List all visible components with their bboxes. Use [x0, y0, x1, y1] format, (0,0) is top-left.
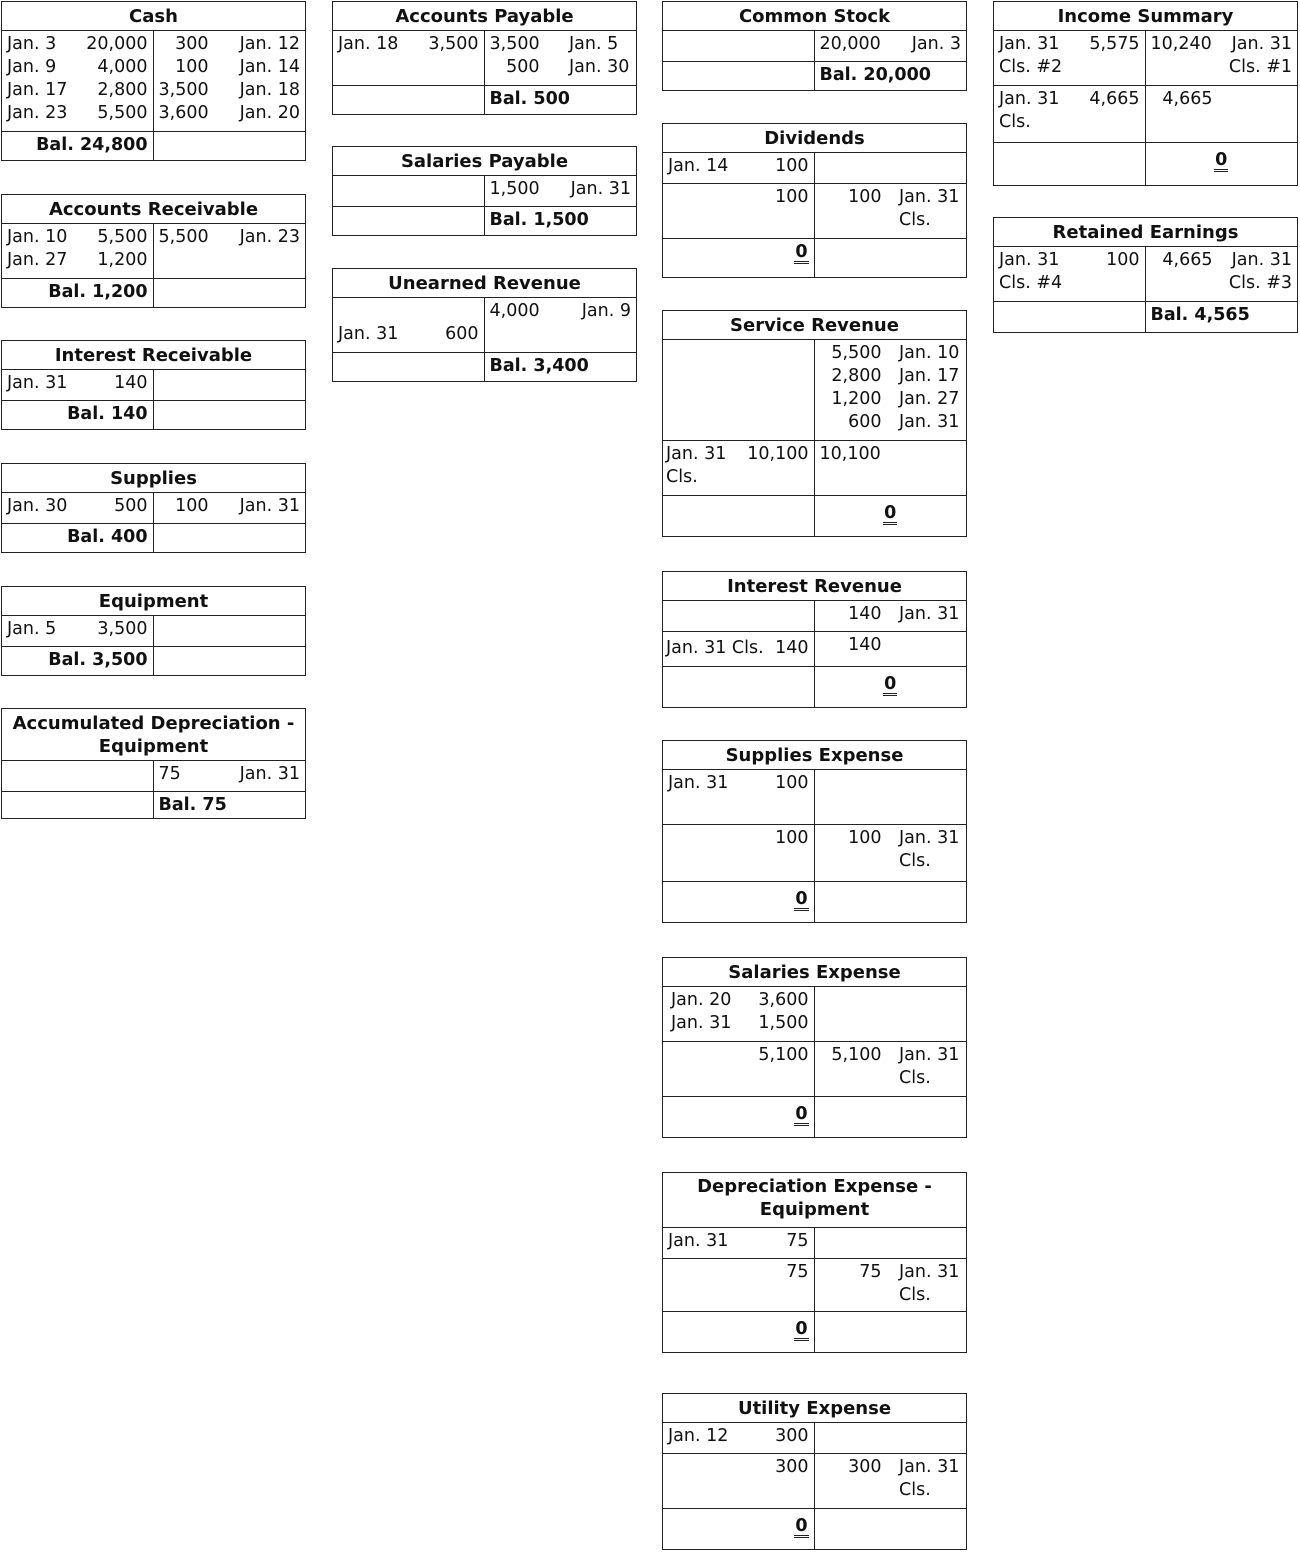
- zero-balance: 0: [884, 674, 897, 694]
- account-title: Common Stock: [663, 2, 966, 31]
- ledger-entry: 5,500 Jan. 23: [158, 227, 300, 247]
- ledger-entry: Jan. 31 600: [338, 324, 479, 344]
- ledger-entry: Jan. 12 300: [668, 1426, 809, 1446]
- closing-credit: 4,665: [1162, 89, 1213, 109]
- zero-balance-row: [663, 1509, 966, 1549]
- ledger-entry: Jan. 27 1,200: [7, 250, 148, 270]
- credit-side: [815, 601, 967, 631]
- account-title: Interest Revenue: [663, 572, 966, 601]
- entries-row: [2, 370, 305, 401]
- credit-side: [815, 770, 967, 824]
- salaries-payable-account: [332, 146, 637, 236]
- entries-row: [663, 340, 966, 441]
- ledger-entry: 3,600 Jan. 20: [158, 103, 300, 123]
- balance: Bal. 24,800: [2, 132, 154, 160]
- account-title: Equipment: [2, 587, 305, 616]
- credit-side: 4,665 Jan. 31 Cls. #3: [1162, 250, 1292, 293]
- closing-debit: 100: [663, 184, 815, 238]
- debit-side: [333, 298, 485, 352]
- entries-row: [2, 31, 305, 132]
- interest-revenue-account: [662, 571, 967, 708]
- ledger-entry: Jan. 17 2,800: [7, 80, 148, 100]
- balance-row: [2, 401, 305, 429]
- debit-side: [663, 1423, 815, 1453]
- balance: Bal. 3,500: [2, 647, 154, 675]
- salaries-expense-account: [662, 957, 967, 1138]
- ledger-entry: 3,500 Jan. 5: [489, 34, 619, 54]
- accounts-receivable-account: [1, 194, 306, 308]
- ledger-entry: Jan. 31 1,500: [671, 1013, 809, 1033]
- closing-row: [663, 825, 966, 882]
- balance: Bal. 75: [158, 795, 227, 815]
- credit-side: [154, 370, 306, 400]
- zero-balance: 0: [795, 1319, 808, 1339]
- account-title: Salaries Expense: [663, 958, 966, 987]
- entries-row: [2, 493, 305, 524]
- credit-side: [485, 176, 637, 206]
- balance: Bal. 3,400: [489, 356, 589, 376]
- service-revenue-account: [662, 310, 967, 537]
- unearned-revenue-account: [332, 268, 637, 382]
- balance: Bal. 140: [2, 401, 154, 429]
- entries-row: [333, 298, 636, 353]
- balance: Bal. 400: [2, 524, 154, 552]
- debit-side: [663, 153, 815, 183]
- closing-credit: 10,240 Jan. 31 Cls. #1: [1150, 34, 1292, 77]
- account-title: Utility Expense: [663, 1394, 966, 1423]
- balance-row: [2, 647, 305, 675]
- balance-row: [333, 86, 636, 114]
- account-title: Unearned Revenue: [333, 269, 636, 298]
- entries-row: [663, 601, 966, 632]
- ledger-entry: Jan. 31 100: [668, 773, 809, 793]
- zero-balance: 0: [795, 1516, 808, 1536]
- debit-side: [2, 370, 154, 400]
- balance-row: [2, 524, 305, 552]
- ledger-entry: 3,500 Jan. 18: [158, 80, 300, 100]
- debit-side: [663, 987, 815, 1041]
- credit-side: [815, 987, 967, 1041]
- balance: Bal. 500: [489, 89, 570, 109]
- credit-side: [154, 761, 306, 791]
- closing-debit: Jan. 31 10,100 Cls.: [663, 441, 815, 495]
- ledger-entry: 100 Jan. 14: [175, 57, 300, 77]
- accumulated-depreciation-account: [1, 708, 306, 819]
- zero-balance-row: [994, 143, 1297, 185]
- credit-side: [154, 616, 306, 646]
- closing-row: [663, 1042, 966, 1097]
- zero-balance: 0: [884, 503, 897, 523]
- entries-row: [2, 224, 305, 279]
- account-title: Depreciation Expense - Equipment: [663, 1173, 966, 1228]
- closing-row: [663, 632, 966, 667]
- closing-debit: Jan. 31 4,665 Cls.: [994, 86, 1146, 142]
- balance-row: [994, 302, 1297, 332]
- debit-side: [663, 340, 815, 440]
- credit-side: [485, 298, 637, 352]
- account-title: Supplies: [2, 464, 305, 493]
- zero-balance-row: [663, 239, 966, 277]
- ledger-entry: 140 Jan. 31: [848, 604, 960, 624]
- zero-balance: 0: [795, 242, 808, 262]
- closing-debit: Jan. 31 Cls. 140: [663, 632, 815, 666]
- ledger-entry: 75 Jan. 31: [158, 764, 300, 784]
- balance-row: [2, 792, 305, 818]
- debit-side: [663, 601, 815, 631]
- ledger-entry: 2,800 Jan. 17: [831, 366, 960, 386]
- closing-row-1: [994, 31, 1297, 86]
- closing-credit: 75 Jan. 31 Cls.: [859, 1262, 960, 1305]
- closing-credit: 100 Jan. 31 Cls.: [848, 828, 960, 871]
- account-title: Retained Earnings: [994, 218, 1297, 247]
- debit-side: [663, 31, 815, 61]
- ledger-entry: Jan. 14 100: [668, 156, 809, 176]
- income-summary-account: [993, 1, 1298, 186]
- account-title: Salaries Payable: [333, 147, 636, 176]
- entries-row: [333, 31, 636, 86]
- entries-row: [2, 761, 305, 792]
- depreciation-expense-account: [662, 1172, 967, 1353]
- utility-expense-account: [662, 1393, 967, 1550]
- credit-side: [154, 493, 306, 523]
- zero-balance-row: [663, 1097, 966, 1137]
- zero-balance-row: [663, 882, 966, 922]
- debit-side: [333, 176, 485, 206]
- closing-row: [663, 1454, 966, 1509]
- supplies-expense-account: [662, 740, 967, 923]
- entries-row: [2, 616, 305, 647]
- debit-side: [663, 1228, 815, 1258]
- account-title: Supplies Expense: [663, 741, 966, 770]
- balance: Bal. 1,500: [489, 210, 589, 230]
- ledger-entry: 100 Jan. 31: [175, 496, 300, 516]
- credit-side: [815, 153, 967, 183]
- entries-row: [663, 1228, 966, 1259]
- ledger-entry: Jan. 30 500: [7, 496, 148, 516]
- credit-side: [154, 224, 306, 278]
- closing-credit: 5,100 Jan. 31 Cls.: [831, 1045, 960, 1088]
- debit-side: [333, 31, 485, 85]
- balance: Bal. 1,200: [2, 279, 154, 307]
- zero-balance: 0: [795, 889, 808, 909]
- credit-side: [154, 31, 306, 131]
- credit-side: [815, 340, 967, 440]
- zero-balance: 0: [1215, 150, 1228, 170]
- ledger-entry: Jan. 23 5,500: [7, 103, 148, 123]
- closing-row: [663, 1259, 966, 1312]
- ledger-entry: 500 Jan. 30: [506, 57, 630, 77]
- ledger-entry: Jan. 9 4,000: [7, 57, 148, 77]
- cash-account: [1, 1, 306, 161]
- closing-debit: Jan. 31 5,575 Cls. #2: [994, 31, 1146, 85]
- closing-credit: 300 Jan. 31 Cls.: [848, 1457, 960, 1500]
- accounts-payable-account: [332, 1, 637, 115]
- debit-side: [2, 493, 154, 523]
- interest-receivable-account: [1, 340, 306, 430]
- credit-side: [815, 1228, 967, 1258]
- entries-row: [663, 770, 966, 825]
- closing-credit: 100 Jan. 31 Cls.: [848, 187, 960, 230]
- closing-row: [663, 441, 966, 496]
- ledger-entry: 1,200 Jan. 27: [831, 389, 960, 409]
- closing-debit: 100: [663, 825, 815, 881]
- closing-credit: 140: [848, 635, 882, 655]
- balance-row: [333, 353, 636, 381]
- closing-row-2: [994, 86, 1297, 143]
- balance: Bal. 20,000: [819, 65, 931, 85]
- entries-row: [663, 153, 966, 184]
- debit-side: [2, 31, 154, 131]
- ledger-entry: Jan. 31 75: [668, 1231, 809, 1251]
- ledger-entry: Jan. 18 3,500: [338, 34, 479, 54]
- ledger-entry: 600 Jan. 31: [848, 412, 960, 432]
- zero-balance-row: [663, 667, 966, 707]
- ledger-entry: 20,000 Jan. 3: [819, 34, 961, 54]
- balance-row: [663, 62, 966, 90]
- ledger-entry: Jan. 3 20,000: [7, 34, 148, 54]
- debit-side: [2, 616, 154, 646]
- closing-debit: 75: [663, 1259, 815, 1311]
- account-title: Cash: [2, 2, 305, 31]
- supplies-account: [1, 463, 306, 553]
- closing-row: [663, 184, 966, 239]
- debit-side: Jan. 31 100 Cls. #4: [994, 247, 1146, 301]
- closing-credit: 10,100: [819, 444, 881, 464]
- zero-balance: 0: [795, 1104, 808, 1124]
- closing-debit: 300: [663, 1454, 815, 1508]
- ledger-entry: Jan. 5 3,500: [7, 619, 148, 639]
- debit-side: [663, 770, 815, 824]
- balance-row: [333, 207, 636, 235]
- account-title: Accounts Payable: [333, 2, 636, 31]
- ledger-entry: Jan. 31 140: [7, 373, 148, 393]
- account-title: Interest Receivable: [2, 341, 305, 370]
- ledger-entry: 1,500 Jan. 31: [489, 179, 631, 199]
- debit-side: [2, 761, 154, 791]
- ledger-entry: 5,500 Jan. 10: [831, 343, 960, 363]
- account-title: Accumulated Depreciation - Equipment: [2, 709, 305, 761]
- entries-row: [663, 987, 966, 1042]
- balance: Bal. 4,565: [1150, 305, 1250, 325]
- ledger-entry: Jan. 20 3,600: [671, 990, 809, 1010]
- equipment-account: [1, 586, 306, 676]
- debit-side: [2, 224, 154, 278]
- credit-side: [815, 31, 967, 61]
- ledger-entry: 300 Jan. 12: [175, 34, 300, 54]
- common-stock-account: [662, 1, 967, 91]
- ledger-entry: Jan. 10 5,500: [7, 227, 148, 247]
- ledger-entry: 4,000 Jan. 9: [489, 301, 631, 321]
- entries-row: [994, 247, 1297, 302]
- account-title: Income Summary: [994, 2, 1297, 31]
- balance-row: [2, 132, 305, 160]
- dividends-account: [662, 123, 967, 278]
- entries-row: [333, 176, 636, 207]
- closing-debit: 5,100: [663, 1042, 815, 1096]
- entries-row: [663, 1423, 966, 1454]
- credit-side: [815, 1423, 967, 1453]
- account-title: Dividends: [663, 124, 966, 153]
- retained-earnings-account: [993, 217, 1298, 333]
- entries-row: [663, 31, 966, 62]
- account-title: Service Revenue: [663, 311, 966, 340]
- zero-balance-row: [663, 1312, 966, 1352]
- balance-row: [2, 279, 305, 307]
- zero-balance-row: [663, 496, 966, 536]
- account-title: Accounts Receivable: [2, 195, 305, 224]
- credit-side: [485, 31, 637, 85]
